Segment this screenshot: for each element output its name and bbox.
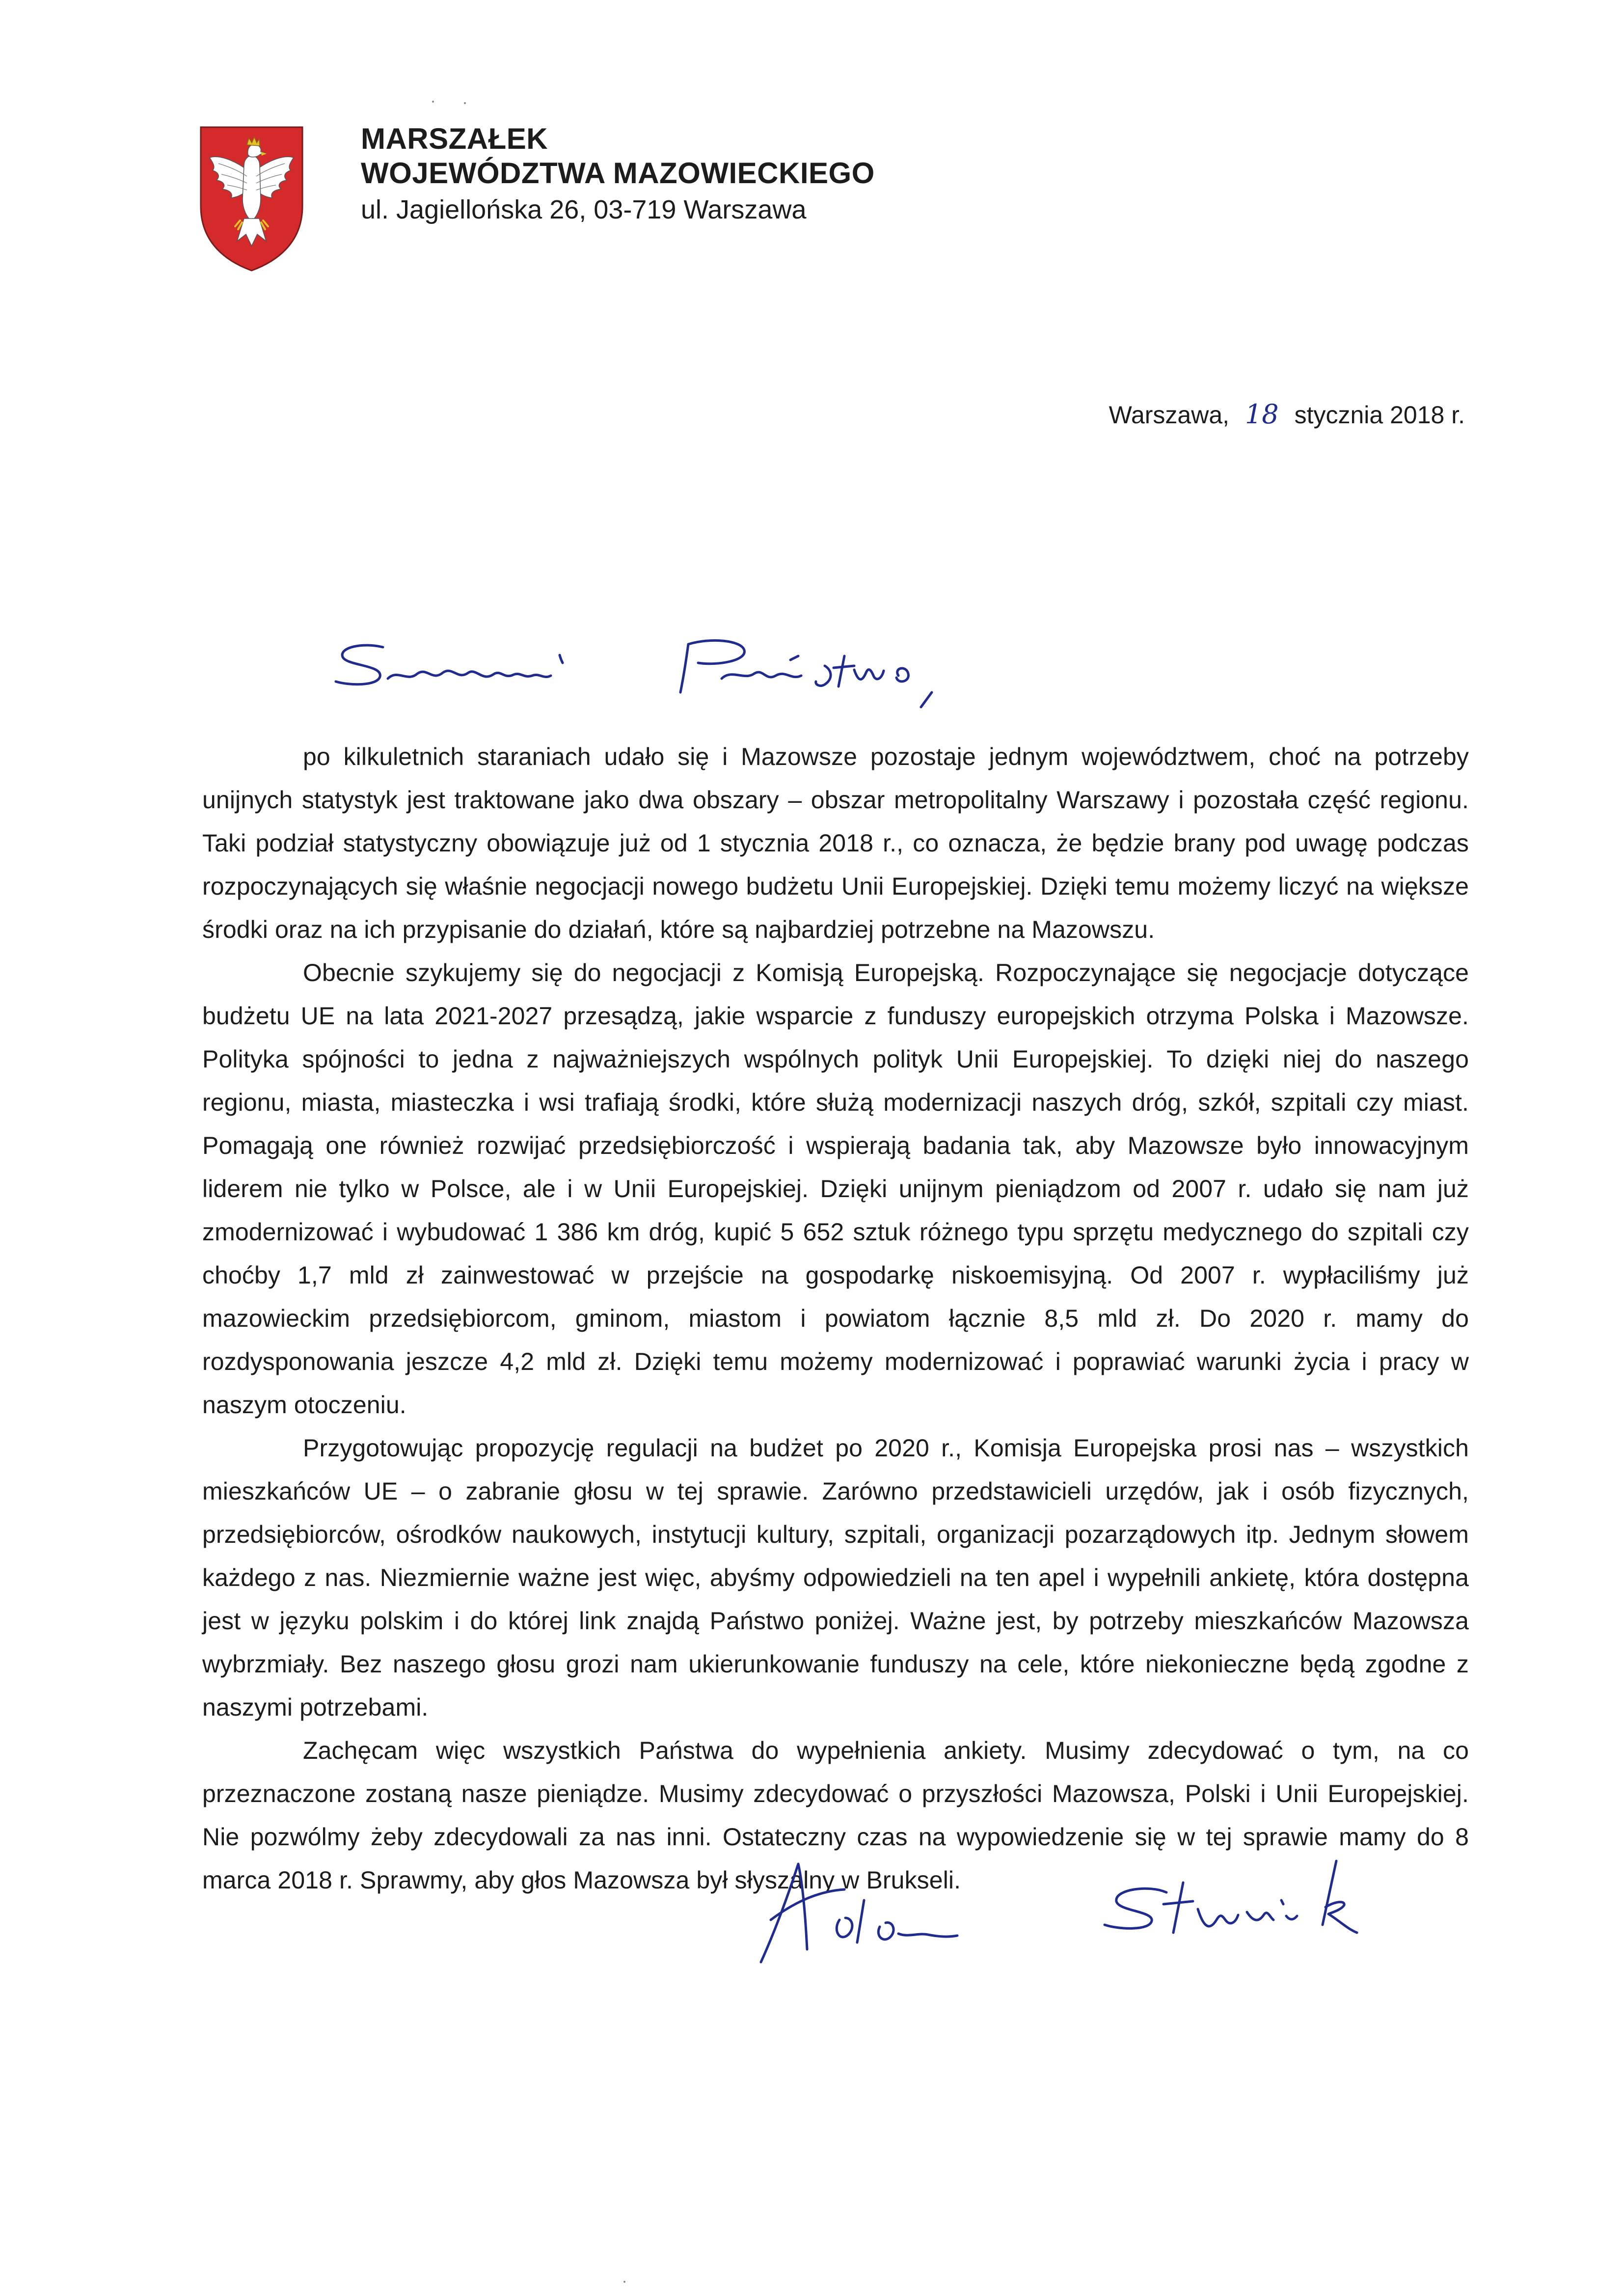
dateline-day-handwritten: 18: [1244, 399, 1279, 430]
mazovia-coat-of-arms-icon: [199, 125, 304, 273]
letterhead: [361, 122, 875, 227]
scan-speck: [623, 2281, 625, 2283]
paragraph: Zachęcam więc wszystkich Państwa do wypełnienia ankiety. Musimy zdecydować o tym, na co przeznaczone zostaną nasze pieniądze. Musimy zdecydować o przyszłości Mazowsza, Polski i Unii Europejskiej. Nie pozwólmy żeby zdecydowali za nas inni. Ostateczny czas na wypowiedzenie się w tej sprawie mamy do 8 marca 2018 r. Sprawmy, aby głos Mazowsza był słyszalny w Brukseli.: [202, 1737, 1469, 1894]
dateline-month-year: stycznia 2018 r.: [1294, 401, 1465, 429]
letter-body: [202, 735, 1469, 1902]
office-title-line1: MARSZAŁEK: [361, 122, 548, 155]
paragraph: Przygotowując propozycję regulacji na budżet po 2020 r., Komisja Europejska prosi nas – wszystkich mieszkańców UE – o zabranie głosu w tej sprawie. Zarówno przedstawicieli urzędów, jak i osób fizycznych, przedsiębiorców, ośrodków naukowych, instytucji kultury, szpitali, organizacji pozarządowych itp. Jednym słowem każdego z nas. Niezmiernie ważne jest więc, abyśmy odpowiedzieli na ten apel i wypełnili ankietę, która dostępna jest w języku polskim i do której link znajdą Państwo poniżej. Ważne jest, by potrzeby mieszkańców Mazowsza wybrzmiały. Bez naszego głosu grozi nam ukierunkowanie funduszy na cele, które niekonieczne będą zgodne z naszymi potrzebami.: [202, 1434, 1469, 1721]
scan-speck: [464, 102, 466, 104]
paragraph: po kilkuletnich staraniach udało się i Mazowsze pozostaje jednym województwem, choć na potrzeby unijnych statystyk jest traktowane jako dwa obszary – obszar metropolitalny Warszawy i pozostała część regionu. Taki podział statystyczny obowiązuje już od 1 stycznia 2018 r., co oznacza, że będzie brany pod uwagę podczas rozpoczynających się właśnie negocjacji nowego budżetu Unii Europejskiej. Dzięki temu możemy liczyć na większe środki oraz na ich przypisanie do działań, które są najbardziej potrzebne na Mazowszu.: [202, 743, 1469, 943]
dateline-city: Warszawa,: [1109, 401, 1230, 429]
scan-speck: [432, 101, 434, 103]
office-address: ul. Jagiellońska 26, 03-719 Warszawa: [361, 195, 807, 224]
dateline: [1109, 399, 1465, 431]
paragraph: Obecnie szykujemy się do negocjacji z Komisją Europejską. Rozpoczynające się negocjacje dotyczące budżetu UE na lata 2021-2027 przesądzą, jakie wsparcie z funduszy europejskich otrzyma Polska i Mazowsze. Polityka spójności to jedna z najważniejszych wspólnych polityk Unii Europejskiej. To dzięki niej do naszego regionu, miasta, miasteczka i wsi trafiają środki, które służą modernizacji naszych dróg, szkół, szpitali czy miast. Pomagają one również rozwijać przedsiębiorczość i wspierają badania tak, aby Mazowsze było innowacyjnym liderem nie tylko w Polsce, ale i w Unii Europejskiej. Dzięki unijnym pieniądzom od 2007 r. udało się nam już zmodernizować i wybudować 1 386 km dróg, kupić 5 652 sztuk różnego typu sprzętu medycznego do szpitali czy choćby 1,7 mld zł zainwestować w przejście na gospodarkę niskoemisyjną. Od 2007 r. wypłaciliśmy już mazowieckim przedsiębiorcom, gminom, miastom i powiatom łącznie 8,5 mld zł. Do 2020 r. mamy do rozdysponowania jeszcze 4,2 mld zł. Dzięki temu możemy modernizować i poprawiać warunki życia i pracy w naszym otoczeniu.: [202, 959, 1469, 1419]
office-title-line2: WOJEWÓDZTWA MAZOWIECKIEGO: [361, 157, 875, 190]
handwritten-signature: [741, 1846, 1473, 1969]
handwritten-salutation: [329, 633, 1016, 717]
